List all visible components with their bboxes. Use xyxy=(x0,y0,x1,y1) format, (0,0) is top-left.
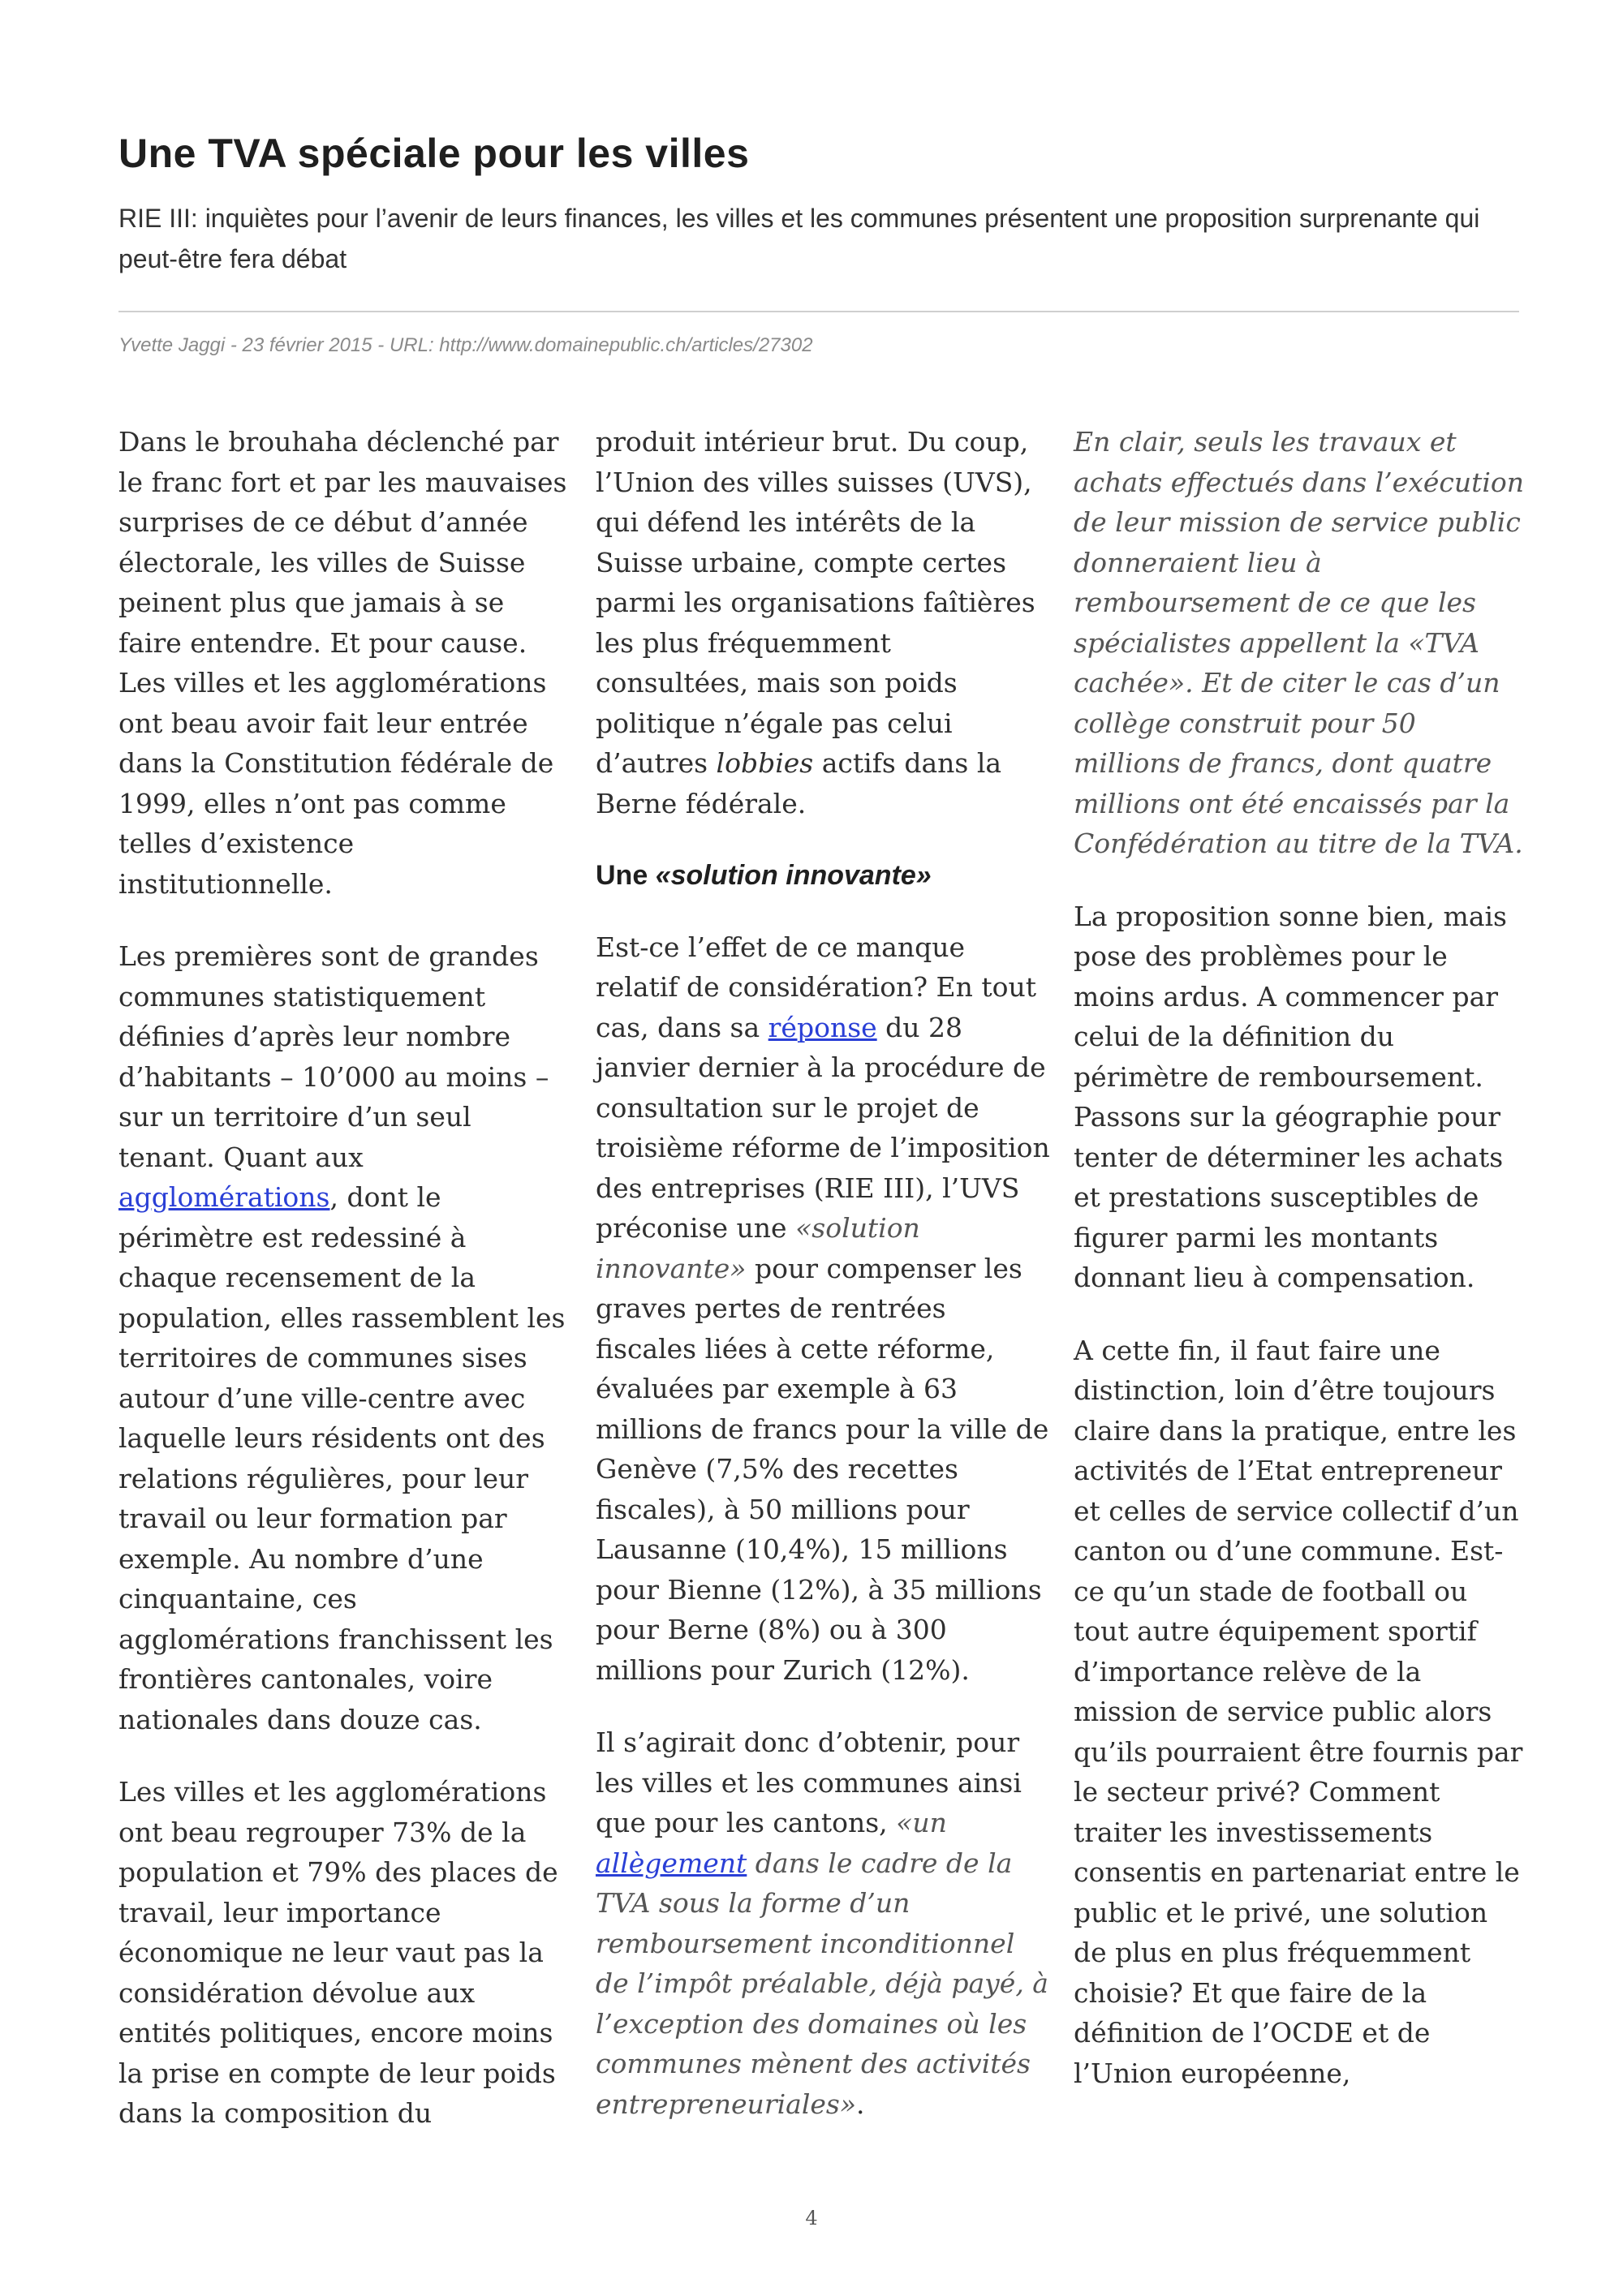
section-heading xyxy=(596,856,1050,896)
text-run: . xyxy=(856,2087,865,2120)
paragraph: A cette fin, il faut faire une distinction, loin d’être toujours claire dans la pratique, entre les activités de l’Etat entrepreneur et celles de service collectif d’un canton ou d’une commune. Est-ce qu’un stade de football ou tout autre équipement sportif d’importance relève de la mission de service public alors qu’ils pourraient être fournis par le secteur privé? Comment traiter les investissements consentis en partenariat entre le public et le privé, une solution de plus en plus fréquemment choisie? Et que faire de la définition de l’OCDE et de l’Union européenne, xyxy=(1074,1334,1523,2089)
text-run: Est-ce l’effet de ce manque relatif de considération? En tout cas, dans sa xyxy=(596,931,1036,1043)
heading-text: Une xyxy=(596,860,656,891)
text-run: Il s’agirait donc d’obtenir, pour les villes et les communes ainsi que pour les cantons, xyxy=(596,1726,1022,1838)
paragraph xyxy=(596,1722,1050,2124)
article-byline: Yvette Jaggi - 23 février 2015 - URL: http://www.domainepublic.ch/articles/27302 xyxy=(118,334,813,356)
text-column-2 xyxy=(596,422,1050,2156)
text-run: , dont le périmètre est redessiné à chaque recensement de la population, elles rassemblent les territoires de communes sises autour d’une ville-centre avec laquelle leurs résidents ont des relations régulières, pour leur travail ou leur formation par exemple. Au nombre d’une cinquantaine, ces agglomérations franchissent les frontières cantonales, voire nationales dans douze cas. xyxy=(118,1181,566,1735)
text-column-3 xyxy=(1074,422,1528,2126)
article-title: Une TVA spéciale pour les villes xyxy=(118,131,750,176)
heading-emphasis: «solution innovante» xyxy=(655,860,932,891)
reponse-link[interactable]: réponse xyxy=(768,1011,877,1043)
quote-text: «un xyxy=(896,1807,947,1838)
article-subtitle: RIE III: inquiètes pour l’avenir de leurs finances, les villes et les communes présentent une proposition surprenante qui peut-être fera débat xyxy=(118,204,1480,273)
emphasis-text: lobbies xyxy=(716,747,814,779)
allegement-link[interactable]: allègement xyxy=(596,1847,747,1879)
text-run: du 28 janvier dernier à la procédure de consultation sur le projet de troisième réforme de l’imposition des entreprises (RIE III), l’UVS préconise une xyxy=(596,1011,1050,1244)
paragraph: La proposition sonne bien, mais pose des problèmes pour le moins ardus. A commencer par celui de la définition du périmètre de remboursement. Passons sur la géographie pour tenter de déterminer les achats et prestations susceptibles de figurer parmi les montants donnant lieu à compensation. xyxy=(1074,900,1507,1293)
text-run: Les premières sont de grandes communes statistiquement définies d’après leur nombre d’habitants – 10’000 au moins – sur un territoire d’un seul tenant. Quant aux xyxy=(118,940,549,1173)
agglomerations-link[interactable]: agglomérations xyxy=(118,1181,330,1213)
paragraph xyxy=(596,927,1050,1691)
page-number: 4 xyxy=(805,2207,818,2229)
paragraph: Les villes et les agglomérations ont beau regrouper 73% de la population et 79% des places de travail, leur importance économique ne leur vaut pas la considération dévolue aux entités politiques, encore moins la prise en compte de leur poids dans la composition du xyxy=(118,1776,558,2129)
text-column-1 xyxy=(118,422,573,2166)
paragraph xyxy=(596,422,1050,823)
quote-text: dans le cadre de la TVA sous la forme d’un remboursement inconditionnel de l’impôt préalable, déjà payé, à l’exception des domaines où les communes mènent des activités entrepreneuriales» xyxy=(596,1847,1048,2120)
text-run: pour compenser les graves pertes de rentrées fiscales liées à cette réforme, évaluées par exemple à 63 millions de francs pour la ville de Genève (7,5% des recettes fiscales), à 50 millions pour Lausanne (10,4%), 15 millions pour Bienne (12%), à 35 millions pour Berne (8%) ou à 300 millions pour Zurich (12%). xyxy=(596,1252,1049,1686)
italic-paragraph: En clair, seuls les travaux et achats effectués dans l’exécution de leur mission de service public donneraient lieu à remboursement de ce que les spécialistes appellent la «TVA cachée». Et de citer le cas d’un collège construit pour 50 millions de francs, dont quatre millions ont été encaissés par la Confédération au titre de la TVA. xyxy=(1074,426,1525,859)
text-run: actifs dans la Berne fédérale. xyxy=(596,747,1002,819)
paragraph xyxy=(118,936,573,1739)
header-divider xyxy=(118,311,1519,312)
text-run: produit intérieur brut. Du coup, l’Union des villes suisses (UVS), qui défend les intérêts de la Suisse urbaine, compte certes parmi les organisations faîtières les plus fréquemment consultées, mais son poids politique n’égale pas celui d’autres xyxy=(596,426,1035,779)
quote-text: «solution innovante» xyxy=(596,1212,920,1284)
paragraph: Dans le brouhaha déclenché par le franc fort et par les mauvaises surprises de ce début d’année électorale, les villes de Suisse peinent plus que jamais à se faire entendre. Et pour cause. Les villes et les agglomérations ont beau avoir fait leur entrée dans la Constitution fédérale de 1999, elles n’ont pas comme telles d’existence institutionnelle. xyxy=(118,426,567,900)
